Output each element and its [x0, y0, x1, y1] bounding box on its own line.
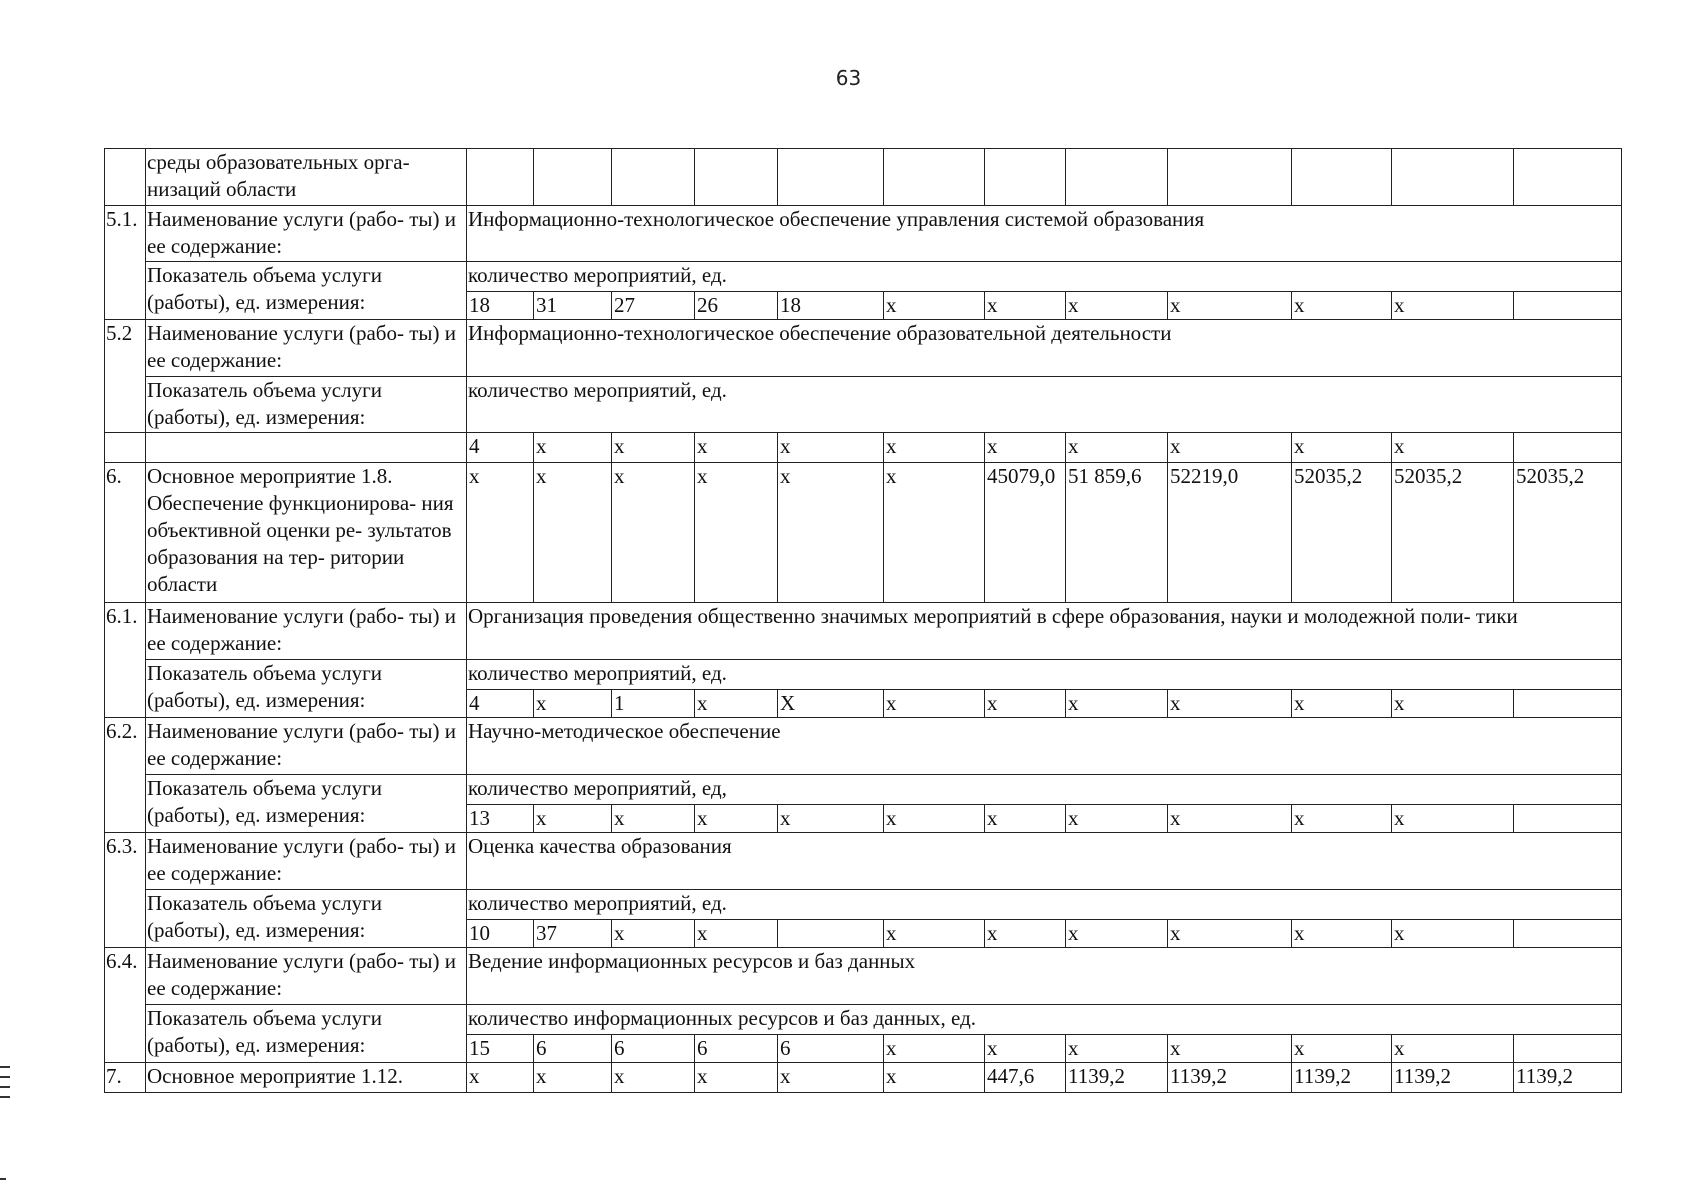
- table-row: [105, 262, 1622, 292]
- table-row: [105, 463, 1622, 603]
- value-cell: x: [985, 920, 1066, 948]
- page-number: 63: [835, 66, 862, 90]
- value-cell: 4: [467, 690, 534, 718]
- indicator-unit: количество мероприятий, ед.: [467, 377, 1622, 433]
- value-cell: x: [985, 690, 1066, 718]
- value-cell: 18: [467, 292, 534, 320]
- value-cell: x: [612, 463, 695, 603]
- value-cell: x: [612, 920, 695, 948]
- value-cell: x: [1168, 433, 1292, 463]
- table-row: [105, 660, 1622, 690]
- value-cell: [1514, 690, 1622, 718]
- service-name-value: Информационно-технологическое обеспечение управления системой образования: [467, 206, 1622, 262]
- indicator-label: Показатель объема услуги (работы), ед. измерения:: [146, 1005, 467, 1063]
- value-cell: x: [884, 920, 985, 948]
- value-cell: x: [1168, 920, 1292, 948]
- table-row: [105, 948, 1622, 1005]
- value-cell: x: [1066, 920, 1168, 948]
- value-cell: x: [884, 1035, 985, 1063]
- service-name-value: Ведение информационных ресурсов и баз данных: [467, 948, 1622, 1005]
- scan-margin-mark: [0, 1178, 6, 1180]
- value-cell: 51 859,6: [1066, 463, 1168, 603]
- value-cell: x: [884, 1063, 985, 1093]
- value-cell: x: [778, 463, 884, 603]
- service-name-value: Информационно-технологическое обеспечение образовательной деятельности: [467, 320, 1622, 377]
- value-cell: x: [1392, 805, 1514, 833]
- value-cell: x: [1392, 433, 1514, 463]
- value-cell: 1139,2: [1066, 1063, 1168, 1093]
- value-cell: [1514, 920, 1622, 948]
- value-cell: x: [695, 1063, 778, 1093]
- service-name-label: Наименование услуги (рабо- ты) и ее содержание:: [146, 320, 467, 377]
- value-cell: 6: [534, 1035, 612, 1063]
- row-label: среды образовательных орга- низаций области: [146, 149, 467, 206]
- value-cell: x: [612, 805, 695, 833]
- value-cell: 18: [778, 292, 884, 320]
- value-cell: x: [534, 690, 612, 718]
- row-number: 5.1.: [105, 206, 146, 320]
- table-row: [105, 890, 1622, 920]
- value-cell: 1: [612, 690, 695, 718]
- row-number-cell: [105, 149, 146, 206]
- indicator-unit: количество мероприятий, ед.: [467, 890, 1622, 920]
- value-cell: 6: [778, 1035, 884, 1063]
- value-cell: x: [1292, 1035, 1392, 1063]
- value-cell: x: [884, 463, 985, 603]
- value-cell: 52035,2: [1392, 463, 1514, 603]
- value-cell: x: [778, 433, 884, 463]
- value-cell: x: [985, 433, 1066, 463]
- value-cell: x: [612, 1063, 695, 1093]
- value-cell: x: [695, 805, 778, 833]
- scan-margin-mark: [0, 1076, 10, 1078]
- value-cell: x: [884, 292, 985, 320]
- value-cell: 15: [467, 1035, 534, 1063]
- value-cell: 1139,2: [1168, 1063, 1292, 1093]
- row-number: 6.4.: [105, 948, 146, 1063]
- value-cell: x: [884, 805, 985, 833]
- value-cell: 52035,2: [1292, 463, 1392, 603]
- scan-margin-mark: [0, 1066, 10, 1068]
- value-cell: x: [778, 1063, 884, 1093]
- value-cell: x: [1292, 433, 1392, 463]
- value-cell: x: [1066, 805, 1168, 833]
- table-row: [105, 833, 1622, 890]
- value-cell: x: [985, 1035, 1066, 1063]
- value-cell: 52219,0: [1168, 463, 1292, 603]
- value-cell: x: [1392, 920, 1514, 948]
- value-cell: 52035,2: [1514, 463, 1622, 603]
- value-cell: x: [1392, 292, 1514, 320]
- value-cell: 1139,2: [1292, 1063, 1392, 1093]
- row-number: 6.3.: [105, 833, 146, 948]
- indicator-label: Показатель объема услуги (работы), ед. измерения:: [146, 262, 467, 320]
- indicator-label: Показатель объема услуги (работы), ед. измерения:: [146, 890, 467, 948]
- row-number: 5.2: [105, 320, 146, 433]
- value-cell: 6: [695, 1035, 778, 1063]
- value-cell: x: [1292, 292, 1392, 320]
- value-cell: x: [985, 805, 1066, 833]
- value-cell: x: [1392, 690, 1514, 718]
- service-name-label: Наименование услуги (рабо- ты) и ее содержание:: [146, 948, 467, 1005]
- value-cell: x: [884, 690, 985, 718]
- value-cell: x: [467, 1063, 534, 1093]
- value-cell: 37: [534, 920, 612, 948]
- table-row: [105, 1063, 1622, 1093]
- service-name-label: Наименование услуги (рабо- ты) и ее содержание:: [146, 603, 467, 660]
- value-cell: x: [534, 433, 612, 463]
- value-cell: 4: [467, 433, 534, 463]
- value-cell: x: [1066, 433, 1168, 463]
- table-row: [105, 1005, 1622, 1035]
- scan-margin-mark: [0, 1086, 10, 1088]
- value-cell: x: [1066, 292, 1168, 320]
- value-cell: 10: [467, 920, 534, 948]
- indicator-unit: количество мероприятий, ед.: [467, 262, 1622, 292]
- service-name-value: Оценка качества образования: [467, 833, 1622, 890]
- table-row: [105, 206, 1622, 262]
- table-row: [105, 775, 1622, 805]
- value-cell: [1514, 805, 1622, 833]
- value-cell: x: [778, 805, 884, 833]
- value-cell: x: [1066, 690, 1168, 718]
- value-cell: x: [1168, 690, 1292, 718]
- value-cell: x: [695, 920, 778, 948]
- indicator-label: Показатель объема услуги (работы), ед. измерения:: [146, 377, 467, 433]
- value-cell: x: [695, 690, 778, 718]
- value-cell: 31: [534, 292, 612, 320]
- value-cell: x: [1066, 1035, 1168, 1063]
- value-cell: [778, 920, 884, 948]
- value-cell: x: [534, 1063, 612, 1093]
- value-cell: 27: [612, 292, 695, 320]
- value-cell: 1139,2: [1392, 1063, 1514, 1093]
- value-cell: x: [1292, 805, 1392, 833]
- value-cell: x: [534, 463, 612, 603]
- row-number: 6.: [105, 463, 146, 603]
- indicator-unit: количество информационных ресурсов и баз данных, ед.: [467, 1005, 1622, 1035]
- value-cell: [1514, 433, 1622, 463]
- value-cell: 13: [467, 805, 534, 833]
- row-number: 6.2.: [105, 718, 146, 833]
- activity-label: Основное мероприятие 1.12.: [146, 1063, 467, 1093]
- value-cell: X: [778, 690, 884, 718]
- indicator-unit: количество мероприятий, ед,: [467, 775, 1622, 805]
- value-cell: x: [695, 463, 778, 603]
- table-row: [105, 603, 1622, 660]
- value-cell: x: [1168, 292, 1292, 320]
- value-cell: 6: [612, 1035, 695, 1063]
- service-name-label: Наименование услуги (рабо- ты) и ее содержание:: [146, 206, 467, 262]
- service-name-value: Организация проведения общественно значимых мероприятий в сфере образования, науки и молодежной поли- тики: [467, 603, 1622, 660]
- value-cell: [1514, 292, 1622, 320]
- value-cell: [1514, 1035, 1622, 1063]
- value-cell: x: [1168, 1035, 1292, 1063]
- service-name-label: Наименование услуги (рабо- ты) и ее содержание:: [146, 833, 467, 890]
- table-row: [105, 320, 1622, 377]
- row-number: 7.: [105, 1063, 146, 1093]
- value-cell: x: [467, 463, 534, 603]
- value-cell: x: [1392, 1035, 1514, 1063]
- row-number: 6.1.: [105, 603, 146, 718]
- value-cell: x: [985, 292, 1066, 320]
- table-row: [105, 377, 1622, 433]
- service-name-value: Научно-методическое обеспечение: [467, 718, 1622, 775]
- table-row: [105, 433, 1622, 463]
- value-cell: x: [884, 433, 985, 463]
- indicator-unit: количество мероприятий, ед.: [467, 660, 1622, 690]
- scan-margin-mark: [0, 1096, 10, 1098]
- value-cell: x: [612, 433, 695, 463]
- value-cell: 447,6: [985, 1063, 1066, 1093]
- value-cell: x: [534, 805, 612, 833]
- indicator-label: Показатель объема услуги (работы), ед. измерения:: [146, 660, 467, 718]
- value-cell: 1139,2: [1514, 1063, 1622, 1093]
- value-cell: x: [1168, 805, 1292, 833]
- indicator-label: Показатель объема услуги (работы), ед. измерения:: [146, 775, 467, 833]
- service-name-label: Наименование услуги (рабо- ты) и ее содержание:: [146, 718, 467, 775]
- activity-label: Основное мероприятие 1.8. Обеспечение функционирова- ния объективной оценки ре- зультатов образования на тер- ритории области: [146, 463, 467, 603]
- value-cell: 26: [695, 292, 778, 320]
- table-row: [105, 149, 1622, 206]
- value-cell: x: [1292, 920, 1392, 948]
- table-row: [105, 718, 1622, 775]
- value-cell: x: [1292, 690, 1392, 718]
- program-table: [104, 148, 1622, 1093]
- value-cell: x: [695, 433, 778, 463]
- value-cell: 45079,0: [985, 463, 1066, 603]
